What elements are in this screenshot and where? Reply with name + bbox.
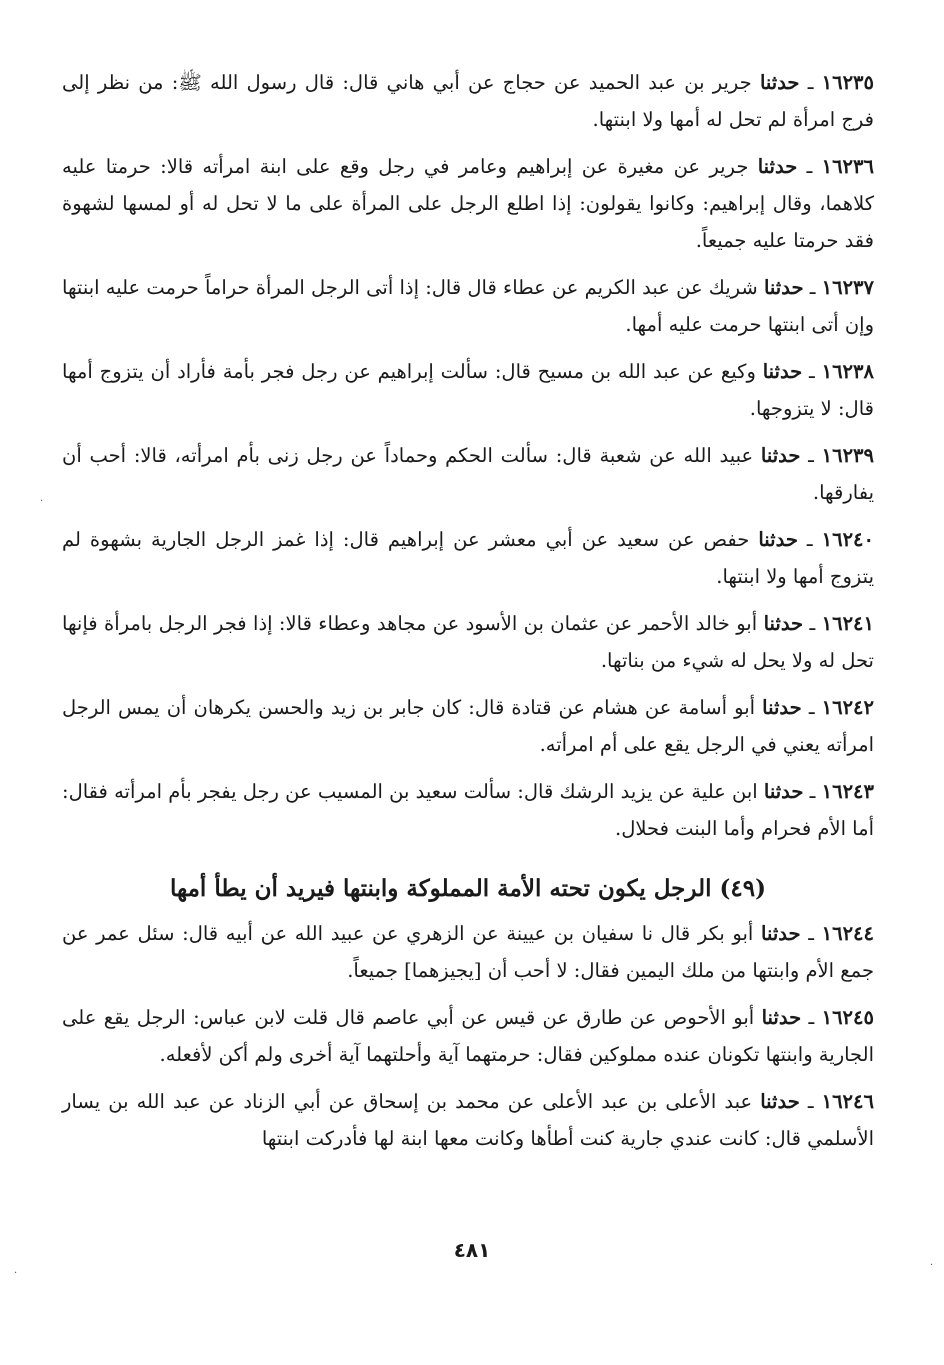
- hadith-text: عبيد الله عن شعبة قال: سألت الحكم وحماداً عن رجل زنى بأم امرأته، قالا: أحب أن يفارقها.: [62, 444, 874, 504]
- page-number: ٤٨١: [453, 1238, 491, 1262]
- hadith-number: ١٦٢٣٨: [821, 360, 874, 383]
- hadith-16235: ١٦٢٣٥ ـ حدثنا جرير بن عبد الحميد عن حجاج عن أبي هاني قال: قال رسول الله ﷺ: من نظر إلى فرج امرأة لم تحل له أمها ولا ابنتها.: [62, 71, 874, 131]
- hadith-intro: حدثنا: [763, 276, 804, 299]
- hadith-intro: حدثنا: [758, 528, 798, 551]
- hadith-text: أبو الأحوص عن طارق عن قيس عن أبي عاصم قال قلت لابن عباس: الرجل يقع على الجارية وابنتها تكونان عنده مملوكين فقال: حرمتهما آية وأحلتهما آية أخرى ولم أكن لأفعله.: [62, 1006, 874, 1066]
- hadith-16244: ١٦٢٤٤ ـ حدثنا أبو بكر قال نا سفيان بن عيينة عن الزهري عن عبيد الله عن أبيه قال: سئل عمر عن جمع الأم وابنتها من ملك اليمين فقال: لا أحب أن [يجيزهما] جميعاً.: [62, 922, 874, 982]
- hadith-text: جرير عن مغيرة عن إبراهيم وعامر في رجل وقع على ابنة امرأته قالا: حرمتا عليه كلاهما، وقال إبراهيم: وكانوا يقولون: إذا اطلع الرجل على المرأة على ما لا تحل له أو لمسها لشهوة فقد حرمتا عليه جميعاً.: [62, 155, 874, 252]
- hadith-number: ١٦٢٤٠: [821, 528, 875, 551]
- hadith-number: ١٦٢٣٩: [821, 444, 874, 467]
- hadith-intro: حدثنا: [762, 696, 802, 719]
- hadith-16241: ١٦٢٤١ ـ حدثنا أبو خالد الأحمر عن عثمان بن الأسود عن مجاهد وعطاء قالا: إذا فجر الرجل بامرأة فإنها تحل له ولا يحل له شيء من بناتها.: [62, 612, 874, 672]
- hadith-16238: ١٦٢٣٨ ـ حدثنا وكيع عن عبد الله بن مسيح قال: سألت إبراهيم عن رجل فجر بأمة فأراد أن يتزوج أمها قال: لا يتزوجها.: [62, 360, 874, 420]
- hadith-16240: ١٦٢٤٠ ـ حدثنا حفص عن سعيد عن أبي معشر عن إبراهيم قال: إذا غمز الرجل الجارية بشهوة لم يتزوج أمها ولا ابنتها.: [62, 528, 875, 588]
- hadith-number: ١٦٢٣٥: [821, 71, 874, 94]
- hadith-intro: حدثنا: [762, 360, 803, 383]
- hadith-text: أبو خالد الأحمر عن عثمان بن الأسود عن مجاهد وعطاء قالا: إذا فجر الرجل بامرأة فإنها تحل له ولا يحل له شيء من بناتها.: [62, 612, 874, 672]
- chapter-heading: (٤٩) الرجل يكون تحته الأمة المملوكة وابنتها فيريد أن يطأ أمها: [170, 875, 766, 902]
- hadith-number: ١٦٢٤٥: [821, 1006, 874, 1029]
- hadith-number: ١٦٢٣٦: [821, 155, 874, 178]
- hadith-text: عبد الأعلى بن عبد الأعلى عن محمد بن إسحاق عن أبي الزناد عن عبد الله بن يسار الأسلمي قال: كانت عندي جارية كنت أطأها وكانت معها ابنة لها فأدركت ابنتها: [62, 1090, 874, 1150]
- hadith-16242: ١٦٢٤٢ ـ حدثنا أبو أسامة عن هشام عن قتادة قال: كان جابر بن زيد والحسن يكرهان أن يمس الرجل امرأته يعني في الرجل يقع على أم امرأته.: [62, 696, 874, 756]
- hadith-number: ١٦٢٣٧: [821, 276, 874, 299]
- scan-speck: ·: [14, 1268, 18, 1279]
- hadith-number: ١٦٢٤٦: [821, 1090, 874, 1113]
- page-body: [62, 64, 874, 1167]
- hadith-text: ابن علية عن يزيد الرشك قال: سألت سعيد بن المسيب عن رجل يفجر بأم امرأته فقال: أما الأم فحرام وأما البنت فحلال.: [62, 780, 874, 840]
- hadith-intro: حدثنا: [759, 71, 800, 94]
- hadith-number: ١٦٢٤١: [821, 612, 874, 635]
- hadith-16245: ١٦٢٤٥ ـ حدثنا أبو الأحوص عن طارق عن قيس عن أبي عاصم قال قلت لابن عباس: الرجل يقع على الجارية وابنتها تكونان عنده مملوكين فقال: حرمتهما آية وأحلتهما آية أخرى ولم أكن لأفعله.: [62, 1006, 874, 1066]
- hadith-text: وكيع عن عبد الله بن مسيح قال: سألت إبراهيم عن رجل فجر بأمة فأراد أن يتزوج أمها قال: لا يتزوجها.: [62, 360, 874, 420]
- hadith-number: ١٦٢٤٣: [821, 780, 874, 803]
- hadith-text: أبو بكر قال نا سفيان بن عيينة عن الزهري عن عبيد الله عن أبيه قال: سئل عمر عن جمع الأم وابنتها من ملك اليمين فقال: لا أحب أن [يجيزهما] جميعاً.: [62, 922, 874, 982]
- hadith-16243: ١٦٢٤٣ ـ حدثنا ابن علية عن يزيد الرشك قال: سألت سعيد بن المسيب عن رجل يفجر بأم امرأته فقال: أما الأم فحرام وأما البنت فحلال.: [62, 780, 874, 840]
- hadith-text: شريك عن عبد الكريم عن عطاء قال قال: إذا أتى الرجل المرأة حراماً حرمت عليه ابنتها وإن أتى ابنتها حرمت عليه أمها.: [62, 276, 874, 336]
- hadith-number: ١٦٢٤٤: [821, 922, 874, 945]
- hadith-intro: حدثنا: [761, 922, 801, 945]
- hadith-number: ١٦٢٤٢: [821, 696, 874, 719]
- hadith-16236: ١٦٢٣٦ ـ حدثنا جرير عن مغيرة عن إبراهيم وعامر في رجل وقع على ابنة امرأته قالا: حرمتا عليه كلاهما، وقال إبراهيم: وكانوا يقولون: إذا اطلع الرجل على المرأة على ما لا تحل له أو لمسها لشهوة فقد حرمتا عليه جميعاً.: [62, 155, 874, 252]
- hadith-intro: حدثنا: [763, 612, 804, 635]
- hadith-16246: ١٦٢٤٦ ـ حدثنا عبد الأعلى بن عبد الأعلى عن محمد بن إسحاق عن أبي الزناد عن عبد الله بن يسار الأسلمي قال: كانت عندي جارية كنت أطأها وكانت معها ابنة لها فأدركت ابنتها: [62, 1090, 874, 1150]
- hadith-intro: حدثنا: [757, 155, 798, 178]
- hadith-16237: ١٦٢٣٧ ـ حدثنا شريك عن عبد الكريم عن عطاء قال قال: إذا أتى الرجل المرأة حراماً حرمت عليه ابنتها وإن أتى ابنتها حرمت عليه أمها.: [62, 276, 874, 336]
- hadith-intro: حدثنا: [760, 444, 801, 467]
- hadith-text: جرير بن عبد الحميد عن حجاج عن أبي هاني قال: قال رسول الله ﷺ: من نظر إلى فرج امرأة لم تحل له أمها ولا ابنتها.: [62, 71, 874, 131]
- hadith-intro: حدثنا: [760, 1090, 800, 1113]
- scan-speck: ·: [930, 1260, 934, 1271]
- hadith-intro: حدثنا: [761, 1006, 802, 1029]
- scan-speck: ·: [40, 496, 44, 507]
- hadith-intro: حدثنا: [763, 780, 804, 803]
- hadith-16239: ١٦٢٣٩ ـ حدثنا عبيد الله عن شعبة قال: سألت الحكم وحماداً عن رجل زنى بأم امرأته، قالا: أحب أن يفارقها.: [62, 444, 874, 504]
- hadith-text: حفص عن سعيد عن أبي معشر عن إبراهيم قال: إذا غمز الرجل الجارية بشهوة لم يتزوج أمها ولا ابنتها.: [62, 528, 874, 588]
- hadith-text: أبو أسامة عن هشام عن قتادة قال: كان جابر بن زيد والحسن يكرهان أن يمس الرجل امرأته يعني في الرجل يقع على أم امرأته.: [62, 696, 874, 756]
